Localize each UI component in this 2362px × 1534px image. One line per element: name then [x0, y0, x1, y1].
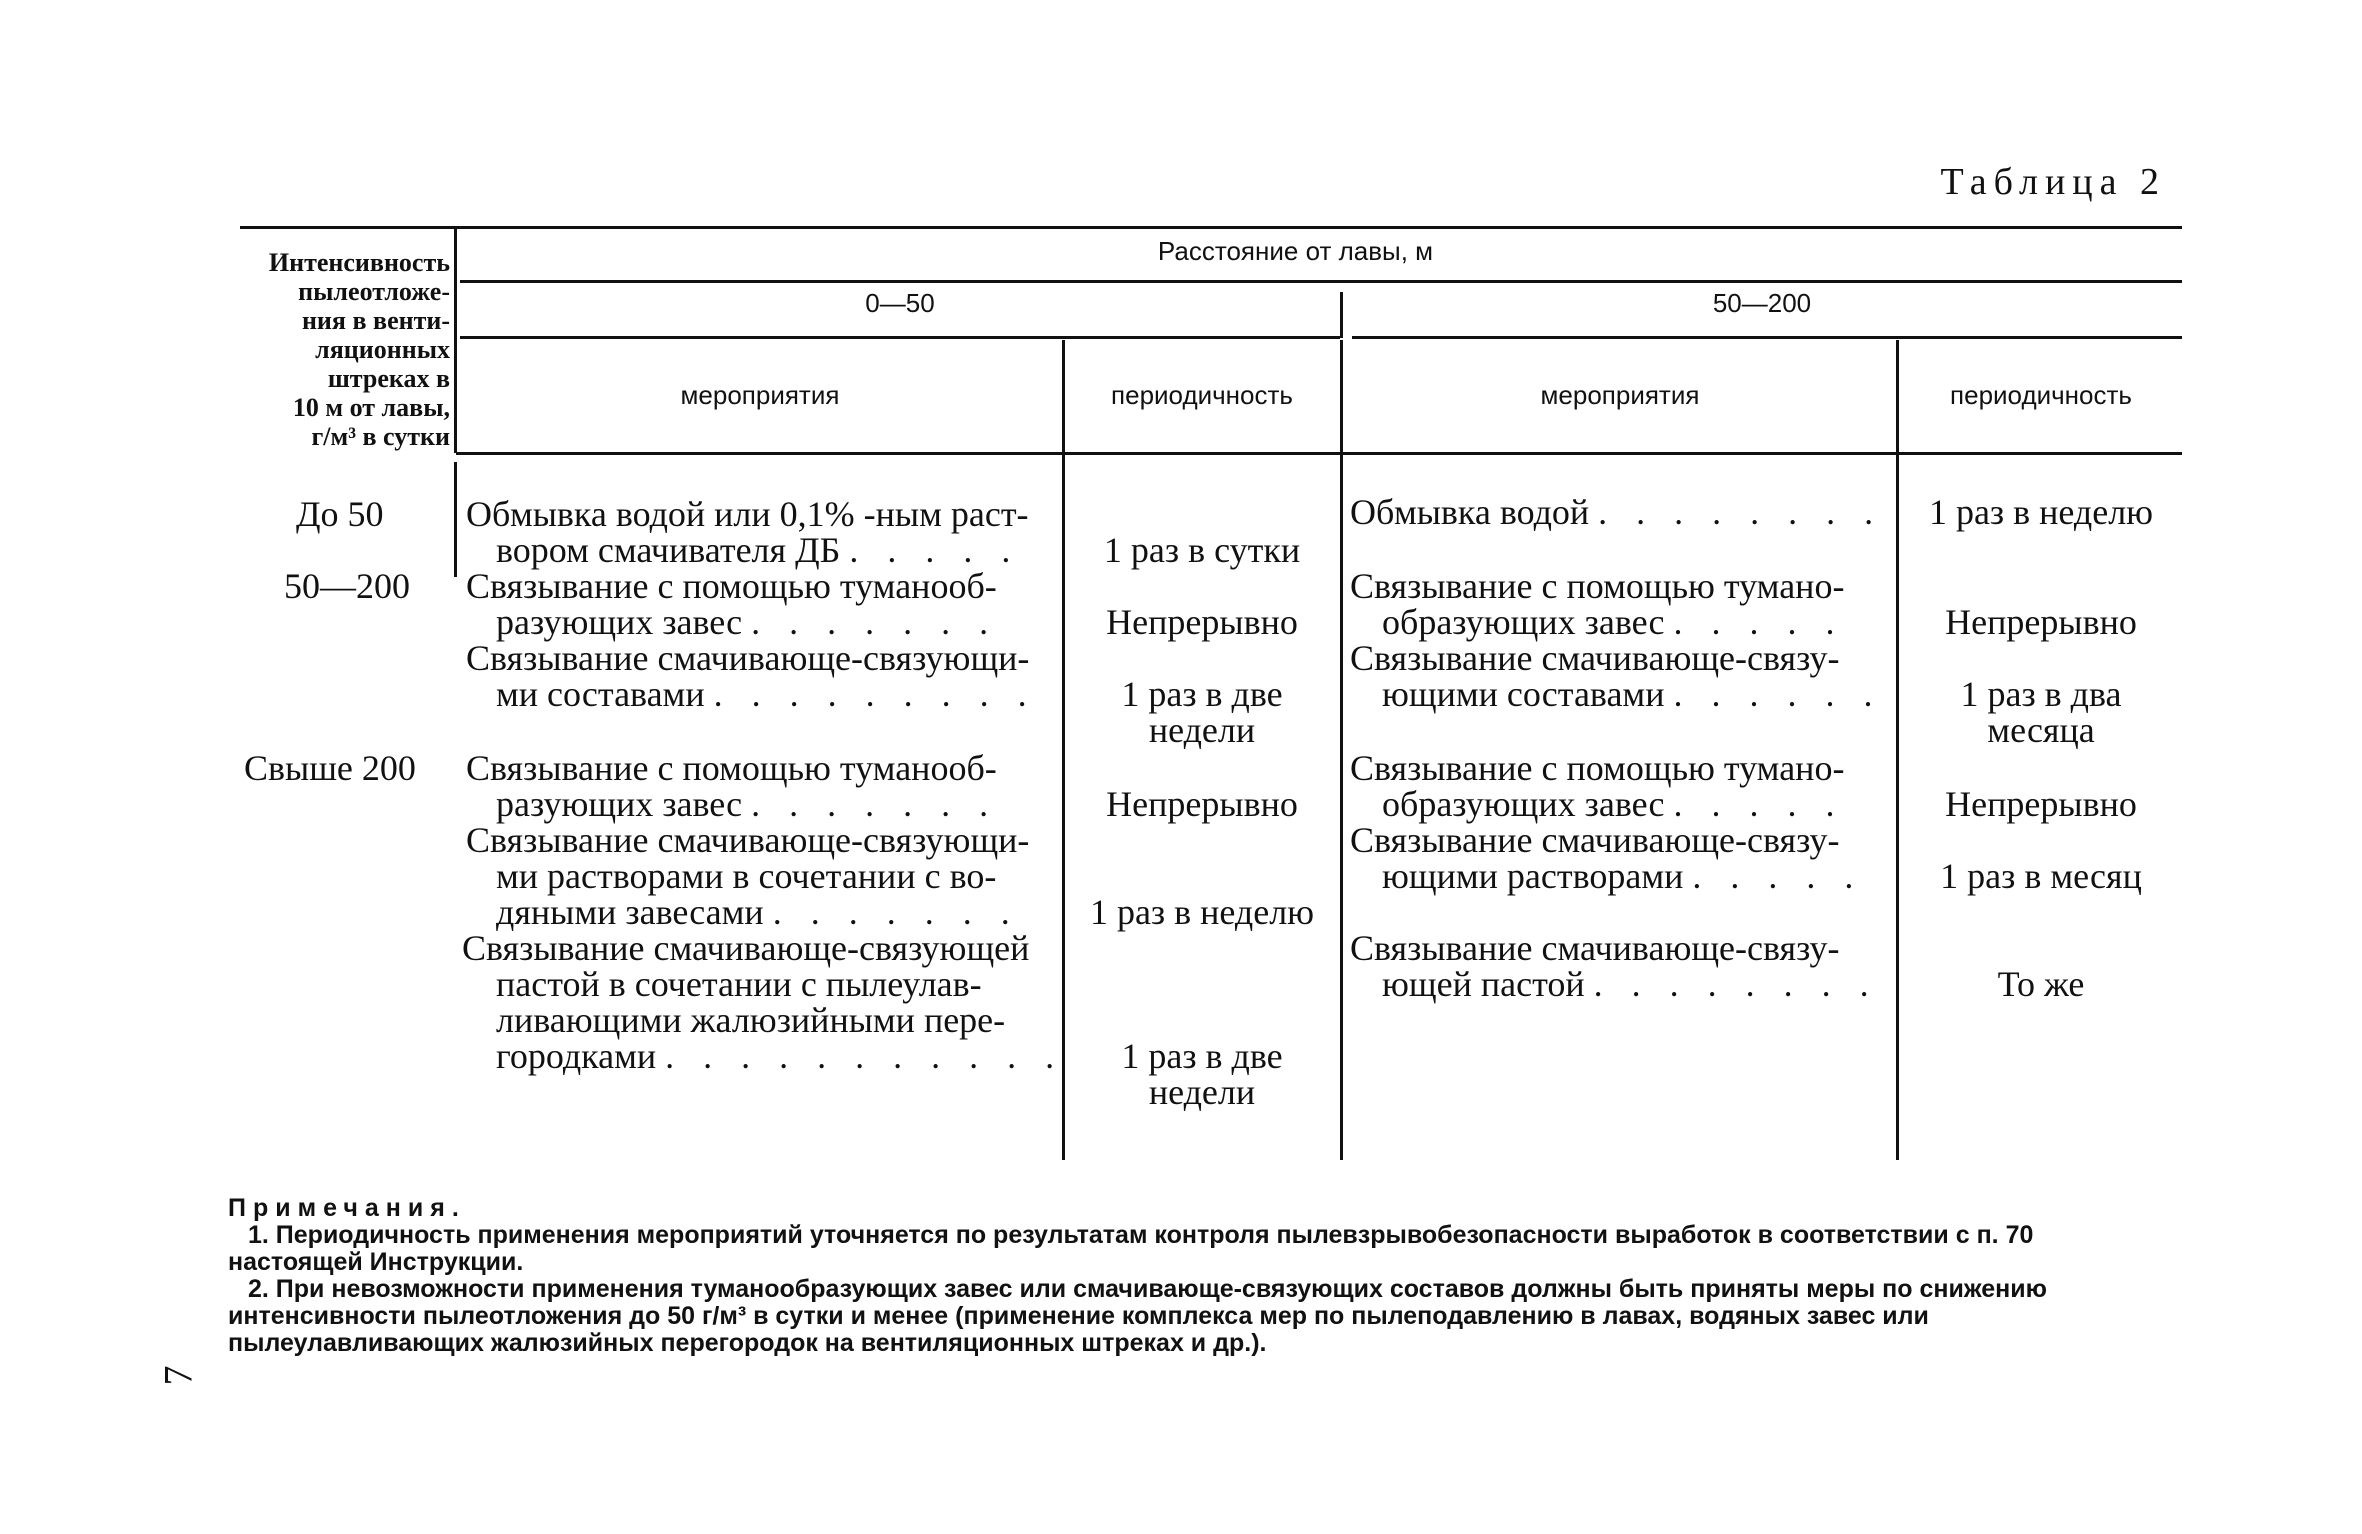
- col1-line: Связывание с помощью туманооб-: [466, 748, 997, 788]
- col2-line: 1 раз в две: [1121, 674, 1283, 714]
- col3-line: Связывание смачивающе-связу-: [1350, 928, 1840, 968]
- col3-line: Связывание смачивающе-связу-: [1350, 638, 1840, 678]
- col1-line: дяными завесами . . . . . . .: [496, 892, 1020, 932]
- col1-line: городками . . . . . . . . . . .: [496, 1036, 1065, 1076]
- stub-row-over-200: Свыше 200: [244, 748, 416, 788]
- notes: [228, 1195, 2158, 1357]
- range-header-0-50: 0—50: [865, 288, 935, 318]
- col2-line: 1 раз в сутки: [1103, 530, 1301, 570]
- col4-line: Непрерывно: [1945, 602, 2137, 642]
- header-rule-2a: [460, 336, 1340, 339]
- col-divider-2: [1340, 340, 1343, 1160]
- measures-header-2: мероприятия: [1540, 380, 1700, 410]
- period-header-2: периодичность: [1950, 380, 2132, 410]
- col4-line: То же: [1997, 964, 2085, 1004]
- col1-line: ми растворами в сочетании с во-: [496, 856, 997, 896]
- col2-line: недели: [1148, 710, 1256, 750]
- distance-header: Расстояние от лавы, м: [1157, 236, 1434, 266]
- col1-line: Связывание смачивающе-связующи-: [466, 820, 1030, 860]
- col4-line: 1 раз в два: [1960, 674, 2122, 714]
- stub-divider: [454, 228, 457, 453]
- stub-header: Интенсивность пылеотложе- ния в венти- ляционных штреках в 10 м от лавы, г/м³ в сутки: [268, 248, 450, 451]
- stub-row-up-to-50: До 50: [296, 494, 384, 534]
- col2-line: Непрерывно: [1106, 602, 1298, 642]
- notes-heading: Примечания.: [228, 1194, 466, 1222]
- col3-line: ющей пастой . . . . . . . .: [1382, 964, 1879, 1004]
- col2-line: Непрерывно: [1106, 784, 1298, 824]
- col1-line: Связывание смачивающе-связующей: [462, 928, 1030, 968]
- col1-line: разующих завес . . . . . . .: [496, 784, 999, 824]
- table-title: Таблица 2: [1940, 161, 2166, 203]
- col3-line: Связывание с помощью тумано-: [1350, 748, 1845, 788]
- col3-line: ющими составами . . . . . .: [1382, 674, 1883, 714]
- col2-line: недели: [1148, 1072, 1256, 1112]
- range-header-50-200: 50—200: [1712, 288, 1812, 318]
- col1-line: разующих завес . . . . . . .: [496, 602, 999, 642]
- col4-line: Непрерывно: [1945, 784, 2137, 824]
- col2-line: 1 раз в неделю: [1089, 892, 1315, 932]
- col3-line: Связывание смачивающе-связу-: [1350, 820, 1840, 860]
- col3-line: Связывание с помощью тумано-: [1350, 566, 1845, 606]
- col3-line: Обмывка водой . . . . . . . .: [1350, 492, 1884, 532]
- col4-line: 1 раз в месяц: [1940, 856, 2142, 896]
- period-header-1: периодичность: [1111, 380, 1293, 410]
- header-rule-1: [460, 280, 2182, 283]
- table-top-rule: [240, 226, 2182, 229]
- measures-header-1: мероприятия: [680, 380, 840, 410]
- col1-line: вором смачивателя ДБ . . . . .: [496, 530, 1021, 570]
- col1-line: Обмывка водой или 0,1% -ным раст-: [466, 494, 1029, 534]
- col-divider-3: [1896, 340, 1899, 1160]
- col4-line: месяца: [1987, 710, 2095, 750]
- col1-line: Связывание смачивающе-связующи-: [466, 638, 1030, 678]
- header-bottom-rule: [456, 452, 2182, 455]
- col3-line: ющими растворами . . . . .: [1382, 856, 1864, 896]
- col3-line: образующих завес . . . . .: [1382, 602, 1845, 642]
- page-number: 7: [155, 1365, 201, 1386]
- col1-line: ми составами . . . . . . . . .: [496, 674, 1037, 714]
- col4-line: 1 раз в неделю: [1928, 492, 2154, 532]
- note-1: 1. Периодичность применения мероприятий уточняется по результатам контроля пылевзрывобезопасности выработок в соответствии с п. 70 настоящей Инструкции.: [228, 1221, 2034, 1276]
- col2-line: 1 раз в две: [1121, 1036, 1283, 1076]
- col1-line: Связывание с помощью туманооб-: [466, 566, 997, 606]
- note-2: 2. При невозможности применения туманообразующих завес или смачивающе-связующих составов должны быть приняты меры по снижению интенсивности пылеотложения до 50 г/м³ в сутки и менее (применение комплекса мер по пылеподавлению в лавах, водяных завес или пылеулавливающих жалюзийных перегородок на вентиляционных штреках и др.).: [228, 1275, 2047, 1357]
- col1-line: пастой в сочетании с пылеулав-: [496, 964, 982, 1004]
- stub-row-50-200: 50—200: [284, 566, 410, 606]
- col1-line: ливающими жалюзийными пере-: [496, 1000, 1006, 1040]
- stub-divider-body: [454, 462, 457, 577]
- header-rule-2b: [1352, 336, 2182, 339]
- col3-line: образующих завес . . . . .: [1382, 784, 1845, 824]
